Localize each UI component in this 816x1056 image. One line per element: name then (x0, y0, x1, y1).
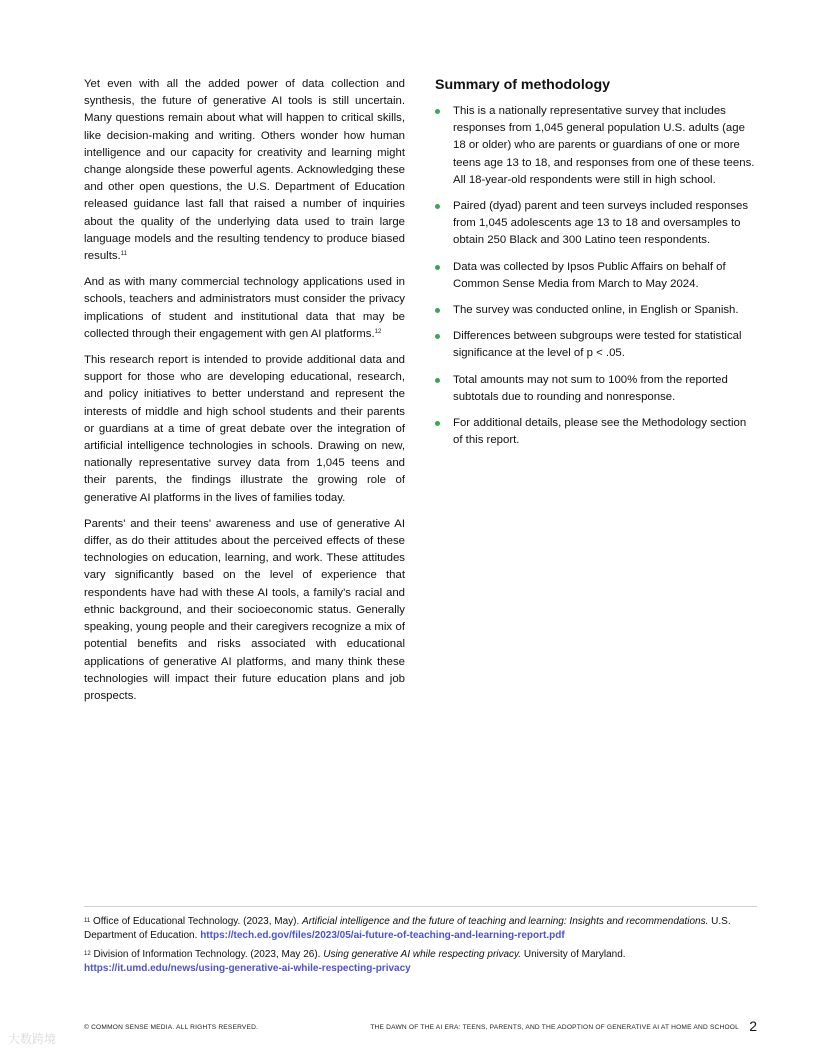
footnote-ref-11[interactable]: 11 (120, 251, 127, 258)
footnote-link[interactable]: https://it.umd.edu/news/using-generative-ai-while-respecting-privacy (84, 962, 411, 974)
bullet-icon (435, 265, 440, 270)
page-number: 2 (749, 1018, 757, 1034)
bullet-icon (435, 378, 440, 383)
body-text-column (84, 76, 405, 714)
methodology-bullet: This is a nationally representative survey that includes responses from 1,045 general population U.S. adults (age 18 or older) who are parents or guardians of one or more teens age 13 to 18, and responses from one of these teens. All 18-year-old respondents were still in high school. (435, 103, 757, 189)
bullet-icon (435, 308, 440, 313)
footnote-number: 11 (84, 918, 91, 924)
methodology-bullet: Data was collected by Ipsos Public Affairs on behalf of Common Sense Media from March to May 2024. (435, 259, 757, 293)
copyright-text: © COMMON SENSE MEDIA. ALL RIGHTS RESERVED. (84, 1024, 259, 1031)
bullet-icon (435, 334, 440, 339)
footnotes (84, 915, 757, 981)
methodology-bullet: Total amounts may not sum to 100% from the reported subtotals due to rounding and nonresponse. (435, 372, 757, 406)
methodology-list (435, 103, 757, 449)
body-paragraph-3: This research report is intended to provide additional data and support for those who are developing educational, research, and policy initiatives to better understand and represent the interests of middle and high school students and their parents or guardians at a time of great debate over the integration of artificial intelligence technologies in schools. Drawing on new, nationally representative survey data from 1,045 teens and their parents, the findings illustrate the growing role of generative AI platforms in the lives of families today. (84, 354, 405, 504)
watermark-logo: 大数跨境 (8, 1032, 57, 1046)
report-title-footer: THE DAWN OF THE AI ERA: TEENS, PARENTS, AND THE ADOPTION OF GENERATIVE AI AT HOME AND SCHOOL (370, 1024, 739, 1031)
body-paragraph-2: And as with many commercial technology applications used in schools, teachers and administrators must consider the privacy implications of student and institutional data that may be collected through their engagement with gen AI platforms.$^{12}$ (84, 276, 405, 340)
footnote-11: $^{11}$ Office of Educational Technology. (2023, May). Artificial intelligence and the future of teaching and learning: Insights and recommendations. U.S. Department of Education. https://tech.ed.gov/files/2023/05/ai-future-of-teaching-and-learning-report.pdf (84, 916, 731, 941)
methodology-sidebar (435, 76, 757, 458)
bullet-icon (435, 109, 440, 114)
footnote-12: $^{12}$ Division of Information Technology. (2023, May 26). Using generative AI while respecting privacy. University of Maryland. https://it.umd.edu/news/using-generative-ai-while-respecting-privacy (84, 949, 626, 974)
footnote-divider (84, 906, 757, 907)
methodology-bullet: The survey was conducted online, in English or Spanish. (435, 302, 757, 319)
body-paragraph-4: Parents' and their teens' awareness and use of generative AI differ, as do their attitudes about the perceived effects of these technologies on education, learning, and work. These attitudes vary significantly based on the level of experience that respondents have had with these AI tools, a family's racial and ethnic background, and their socioeconomic status. Generally speaking, young people and their caregivers recognize a mix of potential benefits and risks associated with educational applications of generative AI platforms, and many think these technologies will impact their future education plans and job prospects. (84, 517, 405, 702)
methodology-bullet: Paired (dyad) parent and teen surveys included responses from 1,045 adolescents age 13 to 18 and oversamples to obtain 250 Black and 300 Latino teen respondents. (435, 198, 757, 250)
methodology-bullet: Differences between subgroups were tested for statistical significance at the level of p < .05. (435, 328, 757, 362)
body-paragraph-1: Yet even with all the added power of data collection and synthesis, the future of generative AI tools is still uncertain. Many questions remain about what will happen to critical skills, like decision-making and writing. Others wonder how human intelligence and our capacity for creativity and learning might change alongside these powerful agents. Acknowledging these and other open questions, the U.S. Department of Education released guidance last fall that raised a number of inquiries about the quality of the underlying data used to train large language models and the resulting tendency to produce biased results.$^{11}$ (84, 78, 405, 263)
methodology-title: Summary of methodology (435, 77, 610, 93)
methodology-bullet: For additional details, please see the Methodology section of this report. (435, 415, 757, 449)
bullet-icon (435, 421, 440, 426)
page-footer (84, 1018, 757, 1038)
footnote-ref-12[interactable]: 12 (374, 328, 382, 335)
bullet-icon (435, 204, 440, 209)
footnote-number: 12 (84, 951, 91, 957)
footnote-link[interactable]: https://tech.ed.gov/files/2023/05/ai-future-of-teaching-and-learning-report.pdf (200, 929, 565, 941)
